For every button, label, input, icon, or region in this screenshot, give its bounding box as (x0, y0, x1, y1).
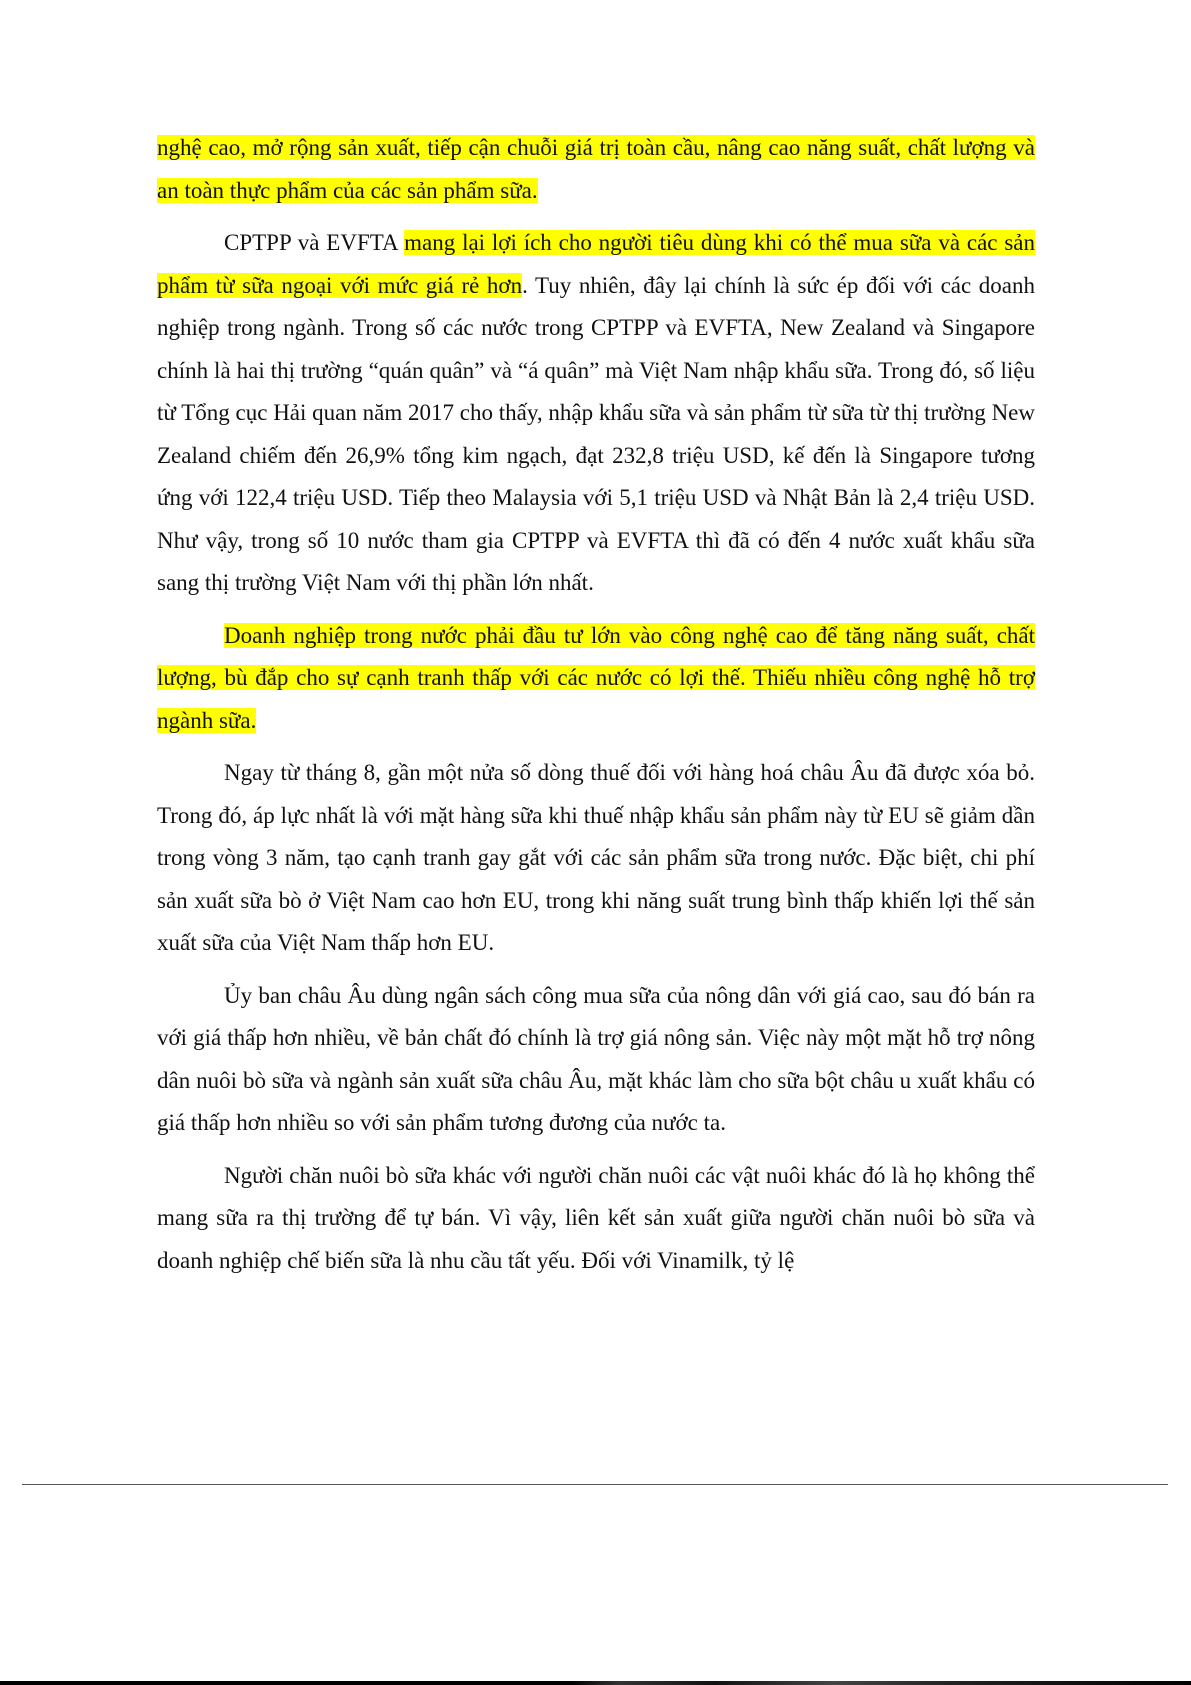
highlighted-text: Doanh nghiệp trong nước phải đầu tư lớn vào công nghệ cao để tăng năng suất, chất lượng, bù đắp cho sự cạnh tranh thấp với các nước có lợi thế. Thiếu nhiều công nghệ hỗ trợ ngành sữa. (157, 622, 1035, 733)
document-body (157, 127, 1035, 1292)
paragraph-3 (157, 615, 1035, 743)
paragraph-text: Ủy ban châu Âu dùng ngân sách công mua sữa của nông dân với giá cao, sau đó bán ra với giá thấp hơn nhiều, về bản chất đó chính là trợ giá nông sản. Việc này một mặt hỗ trợ nông dân nuôi bò sữa và ngành sản xuất sữa châu Âu, mặt khác làm cho sữa bột châu u xuất khẩu có giá thấp hơn nhiều so với sản phẩm tương đương của nước ta. (157, 982, 1035, 1135)
highlighted-text: mang lại lợi ích cho người tiêu dùng khi có thể mua sữa và các sản phẩm từ sữa ngoại với mức giá rẻ hơn (157, 230, 1035, 298)
paragraph-4 (157, 752, 1035, 965)
paragraph-5 (157, 975, 1035, 1145)
paragraph-text: Người chăn nuôi bò sữa khác với người chăn nuôi các vật nuôi khác đó là họ không thể mang sữa ra thị trường để tự bán. Vì vậy, liên kết sản xuất giữa người chăn nuôi bò sữa và doanh nghiệp chế biến sữa là nhu cầu tất yếu. Đối với Vinamilk, tỷ lệ (157, 1162, 1035, 1273)
paragraph-2 (157, 222, 1035, 605)
page-bottom-edge (0, 1681, 1191, 1685)
page-footer-divider (22, 1484, 1168, 1485)
paragraph-text: CPTPP và EVFTA (224, 230, 405, 255)
paragraph-text: Ngay từ tháng 8, gần một nửa số dòng thuế đối với hàng hoá châu Âu đã được xóa bỏ. Trong đó, áp lực nhất là với mặt hàng sữa khi thuế nhập khẩu sản phẩm này từ EU sẽ giảm dần trong vòng 3 năm, tạo cạnh tranh gay gắt với các sản phẩm sữa trong nước. Đặc biệt, chi phí sản xuất sữa bò ở Việt Nam cao hơn EU, trong khi năng suất trung bình thấp khiến lợi thế sản xuất sữa của Việt Nam thấp hơn EU. (157, 760, 1035, 955)
paragraph-1 (157, 127, 1035, 212)
highlighted-text: nghệ cao, mở rộng sản xuất, tiếp cận chuỗi giá trị toàn cầu, nâng cao năng suất, chất lượng và an toàn thực phẩm của các sản phẩm sữa. (157, 135, 1035, 203)
paragraph-text: . Tuy nhiên, đây lại chính là sức ép đối với các doanh nghiệp trong ngành. Trong số các nước trong CPTPP và EVFTA, New Zealand và Singapore chính là hai thị trường “quán quân” và “á quân” mà Việt Nam nhập khẩu sữa. Trong đó, số liệu từ Tổng cục Hải quan năm 2017 cho thấy, nhập khẩu sữa và sản phẩm từ sữa từ thị trường New Zealand chiếm đến 26,9% tổng kim ngạch, đạt 232,8 triệu USD, kế đến là Singapore tương ứng với 122,4 triệu USD. Tiếp theo Malaysia với 5,1 triệu USD và Nhật Bản là 2,4 triệu USD. Như vậy, trong số 10 nước tham gia CPTPP và EVFTA thì đã có đến 4 nước xuất khẩu sữa sang thị trường Việt Nam với thị phần lớn nhất. (157, 272, 1035, 595)
paragraph-6 (157, 1155, 1035, 1283)
